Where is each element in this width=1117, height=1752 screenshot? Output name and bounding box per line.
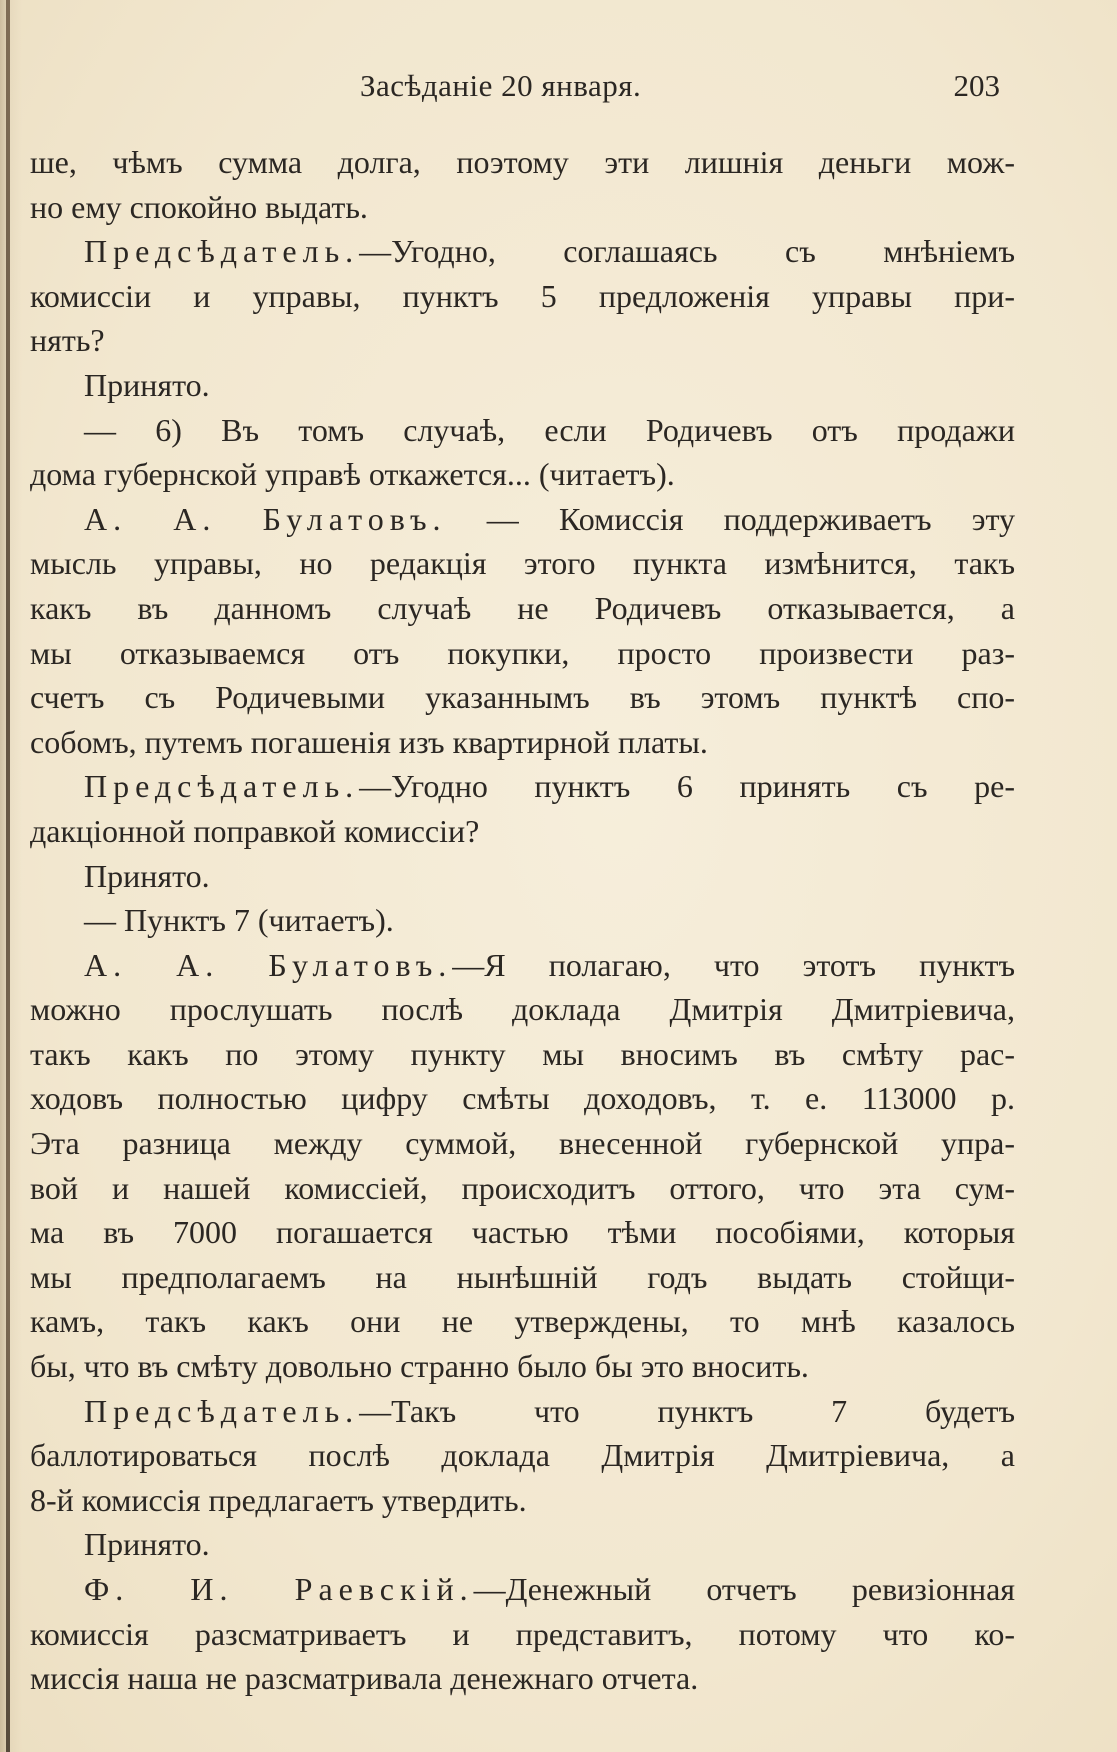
text-line: мысль управы, но редакція этого пункта измѣнится, такъ <box>30 545 1015 582</box>
speaker-name: А. А. Булатовъ. <box>84 946 453 983</box>
page-text <box>30 140 1015 1701</box>
text-line: собомъ, путемъ погашенія изъ квартирной платы. <box>30 723 708 760</box>
text-line: ходовъ полностью цифру смѣты доходовъ, т. е. 113000 р. <box>30 1080 1015 1117</box>
text-line: 8-й комиссія предлагаетъ утвердить. <box>30 1481 527 1518</box>
speech-text: — Комиссія поддерживаетъ эту <box>446 500 1016 537</box>
text-line: ма въ 7000 погашается частью тѣми пособіями, которыя <box>30 1214 1015 1251</box>
text-line: нять? <box>30 322 105 359</box>
text-line: ше, чѣмъ сумма долга, поэтому эти лишнія деньги мож- <box>30 144 1015 180</box>
speaker-name: Предсѣдатель. <box>84 233 360 270</box>
text-line: такъ какъ по этому пункту мы вносимъ въ смѣту рас- <box>30 1035 1015 1072</box>
speech-text: —Угодно, соглашаясь съ мнѣніемъ <box>359 233 1015 270</box>
speaker-name: Предсѣдатель. <box>84 768 360 805</box>
page-number: 203 <box>953 68 1000 103</box>
text-line: Эта разница между суммой, внесенной губернской упра- <box>30 1125 1015 1162</box>
text-line: дакціонной поправкой комиссіи? <box>30 812 480 849</box>
text-line: Принято. <box>84 1526 210 1563</box>
text-line: комиссіи и управы, пунктъ 5 предложенія управы при- <box>30 277 1015 314</box>
text-line: дома губернской управѣ откажется... (читаетъ). <box>30 456 675 493</box>
running-head: Засѣданіе 20 января. <box>360 68 642 103</box>
speech-line <box>30 943 1015 988</box>
text-line: бы, что въ смѣту довольно странно было бы это вносить. <box>30 1348 809 1385</box>
speech-text: —Угодно пунктъ 6 принять съ ре- <box>359 768 1015 805</box>
text-line: комиссія разсматриваетъ и представитъ, потому что ко- <box>30 1615 1015 1652</box>
text-line: счетъ съ Родичевыми указаннымъ въ этомъ пунктѣ спо- <box>30 679 1015 716</box>
speech-line <box>30 764 1015 809</box>
text-line: мы предполагаемъ на нынѣшній годъ выдать стойщи- <box>30 1258 1015 1295</box>
text-line: мы отказываемся отъ покупки, просто произвести раз- <box>30 634 1015 671</box>
text-line: вой и нашей комиссіей, происходитъ оттого, что эта сум- <box>30 1169 1015 1206</box>
page-binding-edge <box>6 0 10 1752</box>
page-header <box>30 68 1000 112</box>
speaker-name: Ф. И. Раевскій. <box>84 1571 474 1607</box>
text-line: баллотироваться послѣ доклада Дмитрія Дмитріевича, а <box>30 1437 1015 1474</box>
speaker-name: А. А. Булатовъ. <box>84 500 447 537</box>
speaker-name: Предсѣдатель. <box>84 1392 360 1429</box>
text-line: Принято. <box>84 366 210 403</box>
speech-line <box>30 229 1015 274</box>
text-line: можно прослушать послѣ доклада Дмитрія Дмитріевича, <box>30 991 1015 1028</box>
text-line: какъ въ данномъ случаѣ не Родичевъ отказывается, а <box>30 589 1015 626</box>
speech-line <box>30 1567 1015 1612</box>
speech-text: —Такъ что пунктъ 7 будетъ <box>359 1392 1015 1429</box>
speech-text: —Денежный отчетъ ревизіонная <box>473 1571 1016 1607</box>
text-line: Принято. <box>84 857 210 894</box>
speech-text: —Я полагаю, что этотъ пунктъ <box>452 946 1015 983</box>
text-line: — Пунктъ 7 (читаетъ). <box>84 902 394 939</box>
text-line: камъ, такъ какъ они не утверждены, то мнѣ казалось <box>30 1303 1015 1340</box>
speech-line <box>30 1389 1015 1434</box>
text-line: но ему спокойно выдать. <box>30 188 368 225</box>
text-line: миссія наша не разсматривала денежнаго отчета. <box>30 1660 699 1697</box>
speech-line <box>30 497 1015 542</box>
text-line: — 6) Въ томъ случаѣ, если Родичевъ отъ продажи <box>84 411 1015 448</box>
